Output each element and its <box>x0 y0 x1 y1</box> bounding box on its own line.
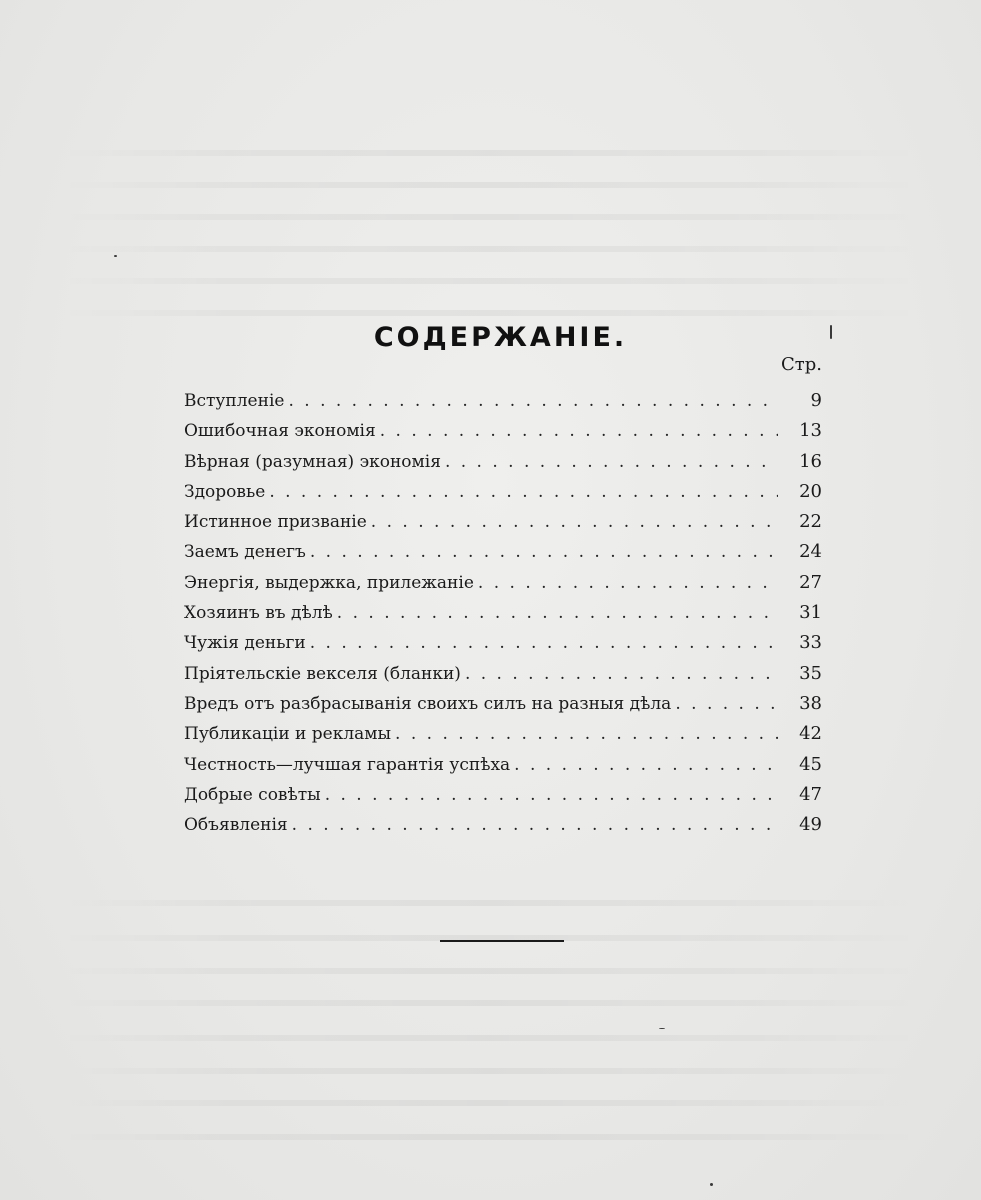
toc-entry <box>184 719 822 749</box>
toc-entry-page: 20 <box>799 480 822 502</box>
dot-leader <box>325 780 778 810</box>
bleed-through-line <box>60 182 920 188</box>
toc-entry-page: 24 <box>799 541 822 563</box>
dot-leader <box>465 659 778 689</box>
toc-entry-page: 33 <box>799 632 822 654</box>
toc-entry-title: Вступленіе <box>184 391 285 411</box>
dot-leader <box>288 386 778 416</box>
dot-leader <box>310 628 778 658</box>
toc-entry-title: Энергія, выдержка, прилежаніе <box>184 572 474 593</box>
closing-rule <box>440 940 564 942</box>
toc-entry-title: Истинное призваніе <box>184 512 367 533</box>
toc-entry-title: Заемъ денегъ <box>184 542 306 563</box>
bleed-through-line <box>60 968 920 974</box>
bleed-through-line <box>60 150 920 156</box>
toc-entry-page: 16 <box>799 450 822 472</box>
toc-entry-title: Ошибочная экономія <box>184 421 376 442</box>
toc-entry-title: Объявленія <box>184 815 288 836</box>
toc-entry-page: 38 <box>799 692 822 714</box>
dot-leader <box>371 507 778 537</box>
dot-leader <box>514 750 778 780</box>
bleed-through-line <box>60 246 920 252</box>
toc-entry <box>184 689 822 719</box>
toc-entry-page: 31 <box>799 602 822 624</box>
toc-entry <box>184 507 822 537</box>
page-column-label: Стр. <box>781 354 822 375</box>
toc-entry <box>184 447 822 477</box>
bleed-through-line <box>60 900 920 906</box>
dot-leader <box>380 416 778 446</box>
bleed-through-line <box>60 1000 920 1006</box>
toc-entry-page: 13 <box>799 420 822 442</box>
toc-entry-title: Пріятельскіе векселя (бланки) <box>184 663 461 684</box>
bleed-through-line <box>60 214 920 220</box>
table-of-contents <box>184 386 822 840</box>
toc-entry-title: Чужія деньги <box>184 633 306 654</box>
toc-entry-page: 35 <box>799 662 822 684</box>
toc-entry-title: Публикаціи и рекламы <box>184 724 392 745</box>
toc-entry-page: 9 <box>810 390 822 411</box>
toc-entry <box>184 750 822 780</box>
toc-entry-title: Вѣрная (разумная) экономія <box>184 451 441 472</box>
bleed-through-line <box>60 310 920 316</box>
dot-leader <box>675 689 778 719</box>
toc-entry-page: 27 <box>799 571 822 593</box>
toc-entry <box>184 810 822 840</box>
toc-entry <box>184 598 822 628</box>
toc-entry-title: Хозяинъ въ дѣлѣ <box>184 603 333 624</box>
dot-leader <box>478 568 778 598</box>
bleed-through-line <box>60 1035 920 1041</box>
toc-entry-title: Честность—лучшая гарантія успѣха <box>184 754 511 775</box>
bleed-through-line <box>60 278 920 284</box>
toc-entry <box>184 568 822 598</box>
toc-entry-page: 42 <box>799 723 822 745</box>
dot-leader <box>395 719 778 749</box>
ink-speck <box>659 1028 665 1029</box>
toc-entry <box>184 386 822 416</box>
toc-entry <box>184 659 822 689</box>
dot-leader <box>445 447 778 477</box>
bleed-through-line <box>60 1134 920 1140</box>
toc-entry <box>184 780 822 810</box>
toc-entry-page: 49 <box>799 814 822 836</box>
dot-leader <box>310 537 778 567</box>
ink-speck <box>710 1183 713 1186</box>
bleed-through-line <box>60 1068 920 1074</box>
toc-entry-page: 47 <box>799 783 822 805</box>
toc-entry <box>184 477 822 507</box>
toc-entry <box>184 537 822 567</box>
dot-leader <box>292 810 778 840</box>
toc-entry-title: Добрые совѣты <box>184 784 321 805</box>
toc-entry-page: 45 <box>799 753 822 775</box>
dot-leader <box>269 477 778 507</box>
toc-entry-title: Здоровье <box>184 481 266 502</box>
toc-entry <box>184 416 822 446</box>
toc-entry-title: Вредъ отъ разбрасыванія своихъ силъ на разныя дѣла <box>184 693 672 714</box>
toc-entry-page: 22 <box>799 511 822 533</box>
bleed-through-line <box>60 1100 920 1106</box>
page-title: СОДЕРЖАНІЕ. <box>373 322 628 353</box>
ink-speck <box>114 255 117 257</box>
dot-leader <box>337 598 778 628</box>
toc-entry <box>184 628 822 658</box>
